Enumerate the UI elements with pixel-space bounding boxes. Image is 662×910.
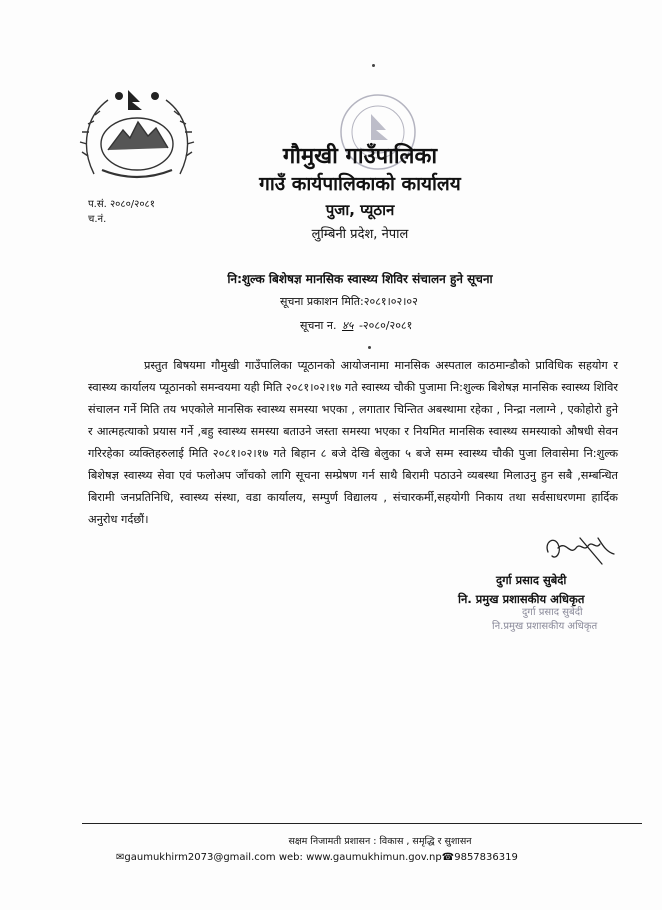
notice-number-year: -२०८०/२०८१ (358, 319, 413, 332)
footer-contact (116, 852, 518, 863)
phone-icon: ☎ (441, 852, 455, 863)
signer-name: दुर्गा प्रसाद सुबेदी (496, 573, 567, 587)
reference-number: प.सं. २०८०/२०८१ (88, 199, 155, 210)
scan-speck (368, 346, 371, 349)
signer-title: नि. प्रमुख प्रशासकीय अधिकृत (458, 592, 585, 606)
office-location: पुजा, प्यूठान (325, 201, 395, 219)
notice-body: प्रस्तुत बिषयमा गौमुखी गाउँपालिका प्यूठानको आयोजनामा मानसिक अस्पताल काठमान्डौको प्राविधिक सहयोग र स्वास्थ्य कार्यालय प्यूठानको समन्वयमा यही मिति २०८१।०२।१७ गते स्वास्थ्य चौकी पुजामा नि:शुल्क बिशेषज्ञ मानसिक स्वास्थ्य शिविर संचालन गर्ने मिति तय भएकोले मानसिक स्वास्थ्य समस्या भएका , लगातार चिन्तित अबस्थामा रहेका , निन्द्रा नलाग्ने , एकोहोरो हुने र आत्महत्याको प्रयास गर्ने ,बहु स्वास्थ्य समस्या बताउने जस्ता समस्या भएका र नियमित मानसिक स्वास्थ्य समस्याको औषधी सेवन गरिरहेका व्यक्तिहरुलाई मिति २०८१।०२।१७ गते बिहान ८ बजे देखि बेलुका ५ बजे सम्म स्वास्थ्य चौकी पुजा लिवासेमा नि:शुल्क बिशेषज्ञ स्वास्थ्य सेवा एवं फलोअप जाँचको लागि सूचना सम्प्रेषण गर्न साथै बिरामी पठाउने व्यबस्था मिलाउनु हुन सबै ,सम्बन्धित बिरामी जनप्रतिनिधि, स्वास्थ्य संस्था, वडा कार्यालय, सम्पुर्ण विद्यालय , संचारकर्मी,सहयोगी निकाय तथा सर्वसाधरणमा हार्दिक अनुरोध गर्दछौं। (88, 359, 619, 526)
web-label: web: (278, 852, 303, 863)
stamp-signer-title: नि.प्रमुख प्रशासकीय अधिकृत (492, 621, 598, 632)
notice-number-value: ४५ (341, 319, 354, 332)
footer-divider (82, 823, 642, 824)
province-country: लुम्बिनी प्रदेश, नेपाल (311, 227, 409, 242)
footer-slogan: सक्षम निजामती प्रशासन : विकास , समृद्धि र सुशासन (288, 836, 472, 847)
footer-phone: 9857836319 (454, 852, 518, 863)
signature (540, 530, 620, 570)
office-name: गाउँ कार्यपालिकाको कार्यालय (259, 173, 461, 195)
notice-number-label: सूचना न. (300, 319, 337, 332)
notice-title: नि:शुल्क बिशेषज्ञ मानसिक स्वास्थ्य शिविर संचालन हुने सूचना (227, 272, 493, 286)
municipality-name: गौमुखी गाउँपालिका (282, 144, 438, 169)
email-icon: ✉ (116, 852, 125, 863)
footer-website[interactable]: www.gaumukhimun.gov.np (306, 852, 442, 863)
footer-email[interactable]: gaumukhirm2073@gmail.com (124, 852, 276, 863)
notice-number (300, 318, 412, 333)
scan-speck (372, 64, 375, 67)
dispatch-number: च.नं. (88, 214, 107, 225)
stamp-signer-name: दुर्गा प्रसाद सुबेदी (522, 607, 583, 618)
publication-date: सूचना प्रकाशन मिति:२०८१।०२।०२ (280, 295, 418, 308)
